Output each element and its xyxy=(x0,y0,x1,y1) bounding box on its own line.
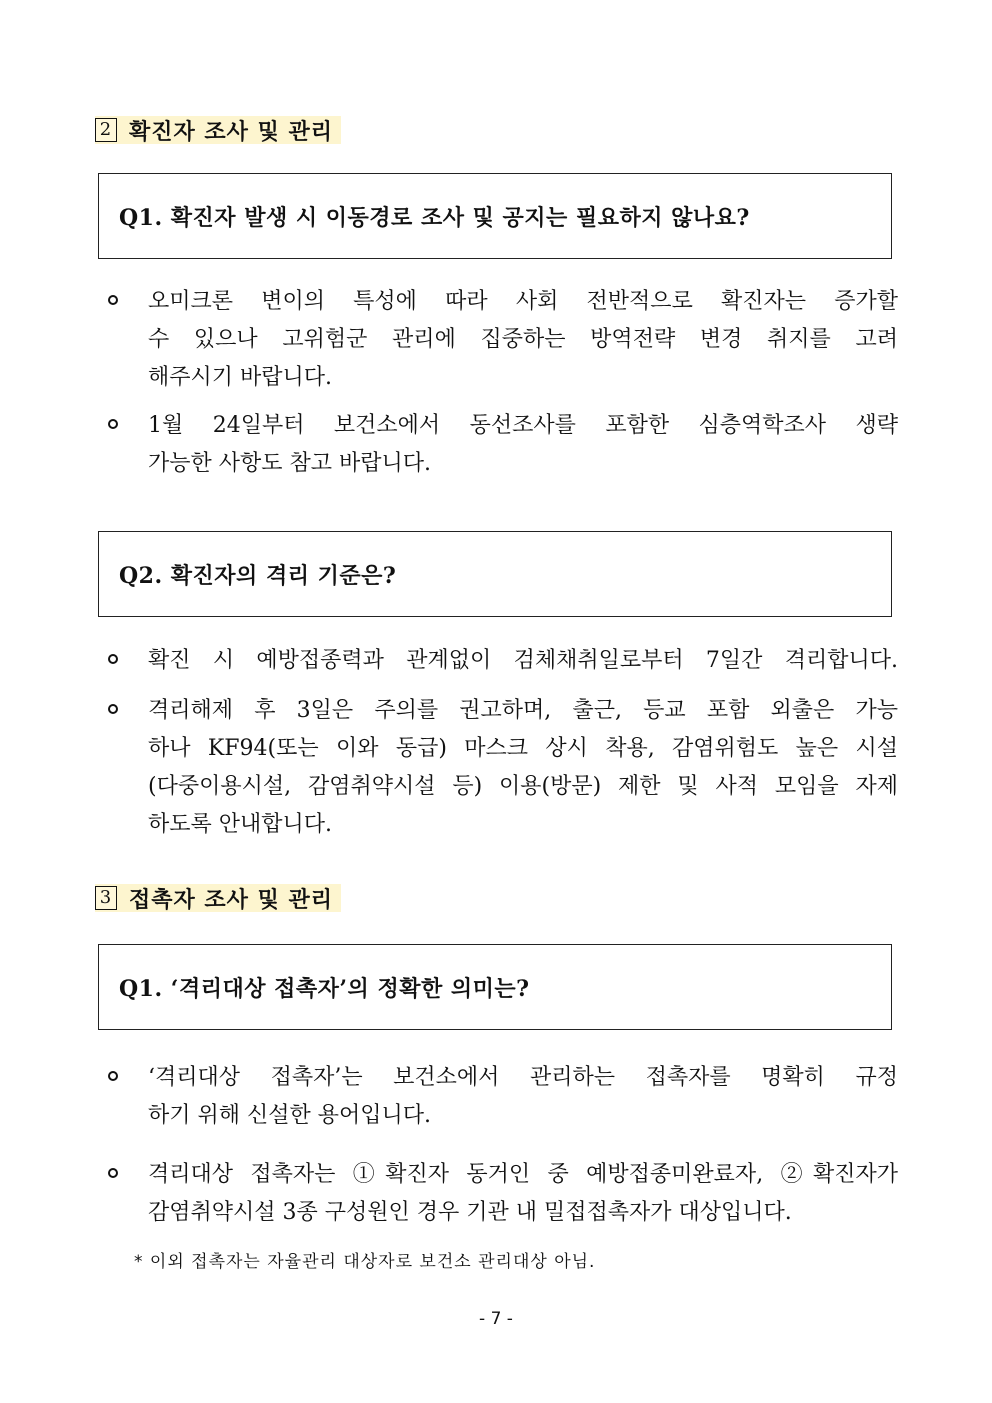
section-title: 확진자 조사 및 관리 xyxy=(129,119,333,145)
bullet-circle-icon xyxy=(108,1168,118,1178)
answer-line: 수 있으나 고위험군 관리에 집중하는 방역전략 변경 취지를 고려 xyxy=(148,327,898,352)
section-number: 3 xyxy=(95,886,117,910)
question-box xyxy=(98,173,892,259)
section-number: 2 xyxy=(95,118,117,142)
answer-line: 감염취약시설 3종 구성원인 경우 기관 내 밀접접촉자가 대상입니다. xyxy=(148,1200,792,1225)
bullet-circle-icon xyxy=(108,704,118,714)
answer-item xyxy=(108,1156,898,1232)
answer-line: 1월 24일부터 보건소에서 동선조사를 포함한 심층역학조사 생략 xyxy=(148,413,898,438)
question-text: Q1. ‘격리대상 접촉자’의 정확한 의미는? xyxy=(119,975,530,1002)
answer-line: 격리해제 후 3일은 주의를 권고하며, 출근, 등교 포함 외출은 가능 xyxy=(148,698,898,723)
question-text: Q1. 확진자 발생 시 이동경로 조사 및 공지는 필요하지 않나요? xyxy=(119,204,750,231)
answer-line: 해주시기 바랍니다. xyxy=(148,365,333,390)
footnote: * 이외 접촉자는 자율관리 대상자로 보건소 관리대상 아님. xyxy=(134,1252,596,1272)
answer-item xyxy=(108,407,898,483)
page-number: - 7 - xyxy=(479,1309,513,1329)
answer-line: 하기 위해 신설한 용어입니다. xyxy=(148,1103,431,1128)
answer-line: (다중이용시설, 감염취약시설 등) 이용(방문) 제한 및 사적 모임을 자제 xyxy=(148,774,898,799)
answer-line: ‘격리대상 접촉자’는 보건소에서 관리하는 접촉자를 명확히 규정 xyxy=(148,1065,898,1090)
question-box xyxy=(98,531,892,617)
question-box xyxy=(98,944,892,1030)
bullet-circle-icon xyxy=(108,1071,118,1081)
answer-item xyxy=(108,283,898,397)
section-heading xyxy=(95,884,341,912)
answer-line: 가능한 사항도 참고 바랍니다. xyxy=(148,451,431,476)
answer-item xyxy=(108,692,898,844)
answer-line: 하도록 안내합니다. xyxy=(148,812,333,837)
answer-line: 확진 시 예방접종력과 관계없이 검체채취일로부터 7일간 격리합니다. xyxy=(148,648,898,673)
answer-item xyxy=(108,642,898,680)
answer-line: 오미크론 변이의 특성에 따라 사회 전반적으로 확진자는 증가할 xyxy=(148,289,898,314)
section-title: 접촉자 조사 및 관리 xyxy=(129,887,333,913)
section-heading xyxy=(95,116,341,144)
answer-line: 격리대상 접촉자는 ①확진자 동거인 중 예방접종미완료자, ②확진자가 xyxy=(148,1162,898,1187)
answer-line: 하나 KF94(또는 이와 동급) 마스크 상시 착용, 감염위험도 높은 시설 xyxy=(148,736,898,761)
question-text: Q2. 확진자의 격리 기준은? xyxy=(119,562,397,589)
bullet-circle-icon xyxy=(108,295,118,305)
bullet-circle-icon xyxy=(108,654,118,664)
answer-item xyxy=(108,1059,898,1135)
bullet-circle-icon xyxy=(108,419,118,429)
